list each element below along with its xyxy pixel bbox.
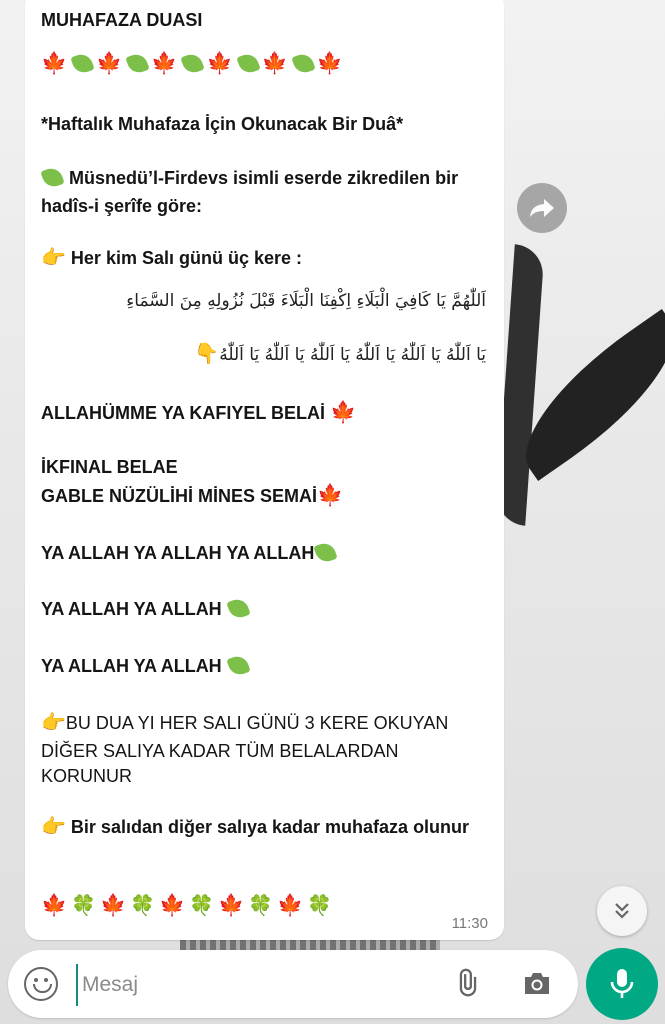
instruction-line (41, 247, 488, 269)
camera-icon[interactable] (520, 967, 554, 1001)
leaf-icon (181, 51, 205, 75)
translit-text: ALLAHÜMME YA KAFIYEL BELAİ (41, 403, 326, 423)
emoji-row-bottom (41, 895, 488, 917)
maple-leaf-icon: 🍁 (261, 52, 288, 75)
translit-text: GABLE NÜZÜLİHİ MİNES SEMAİ (41, 486, 318, 506)
clover-icon: 🍀 (248, 895, 274, 917)
message-time: 11:30 (451, 915, 488, 932)
leaf-icon (226, 653, 250, 677)
leaf-icon (226, 596, 250, 620)
emoji-icon[interactable] (24, 967, 58, 1001)
forward-button[interactable] (517, 183, 567, 233)
clover-icon: 🍀 (307, 895, 333, 917)
translit-text: YA ALLAH YA ALLAH YA ALLAH (41, 543, 315, 563)
intro-text: Müsnedü’l-Firdevs isimli eserde zikredilen bir (69, 168, 459, 188)
translit-text: YA ALLAH YA ALLAH (41, 656, 222, 676)
message-input-bar (8, 950, 578, 1018)
pointing-hand-icon: 👉 (41, 712, 66, 734)
leaf-icon (70, 51, 94, 75)
leaf-icon (126, 51, 150, 75)
maple-leaf-icon: 🍁 (218, 894, 245, 917)
clover-icon: 🍀 (130, 895, 156, 917)
message-bubble[interactable] (25, 0, 504, 940)
message-title: MUHAFAZA DUASI (41, 10, 203, 30)
maple-leaf-icon: 🍁 (41, 894, 68, 917)
maple-leaf-icon: 🍁 (41, 52, 68, 75)
translit-line-2: İKFINAL BELAE (41, 457, 178, 477)
translit-line-6 (41, 655, 488, 677)
leaf-icon (40, 165, 64, 189)
maple-leaf-icon: 🍁 (151, 52, 178, 75)
leaf-icon (236, 51, 260, 75)
translit-line-1 (41, 402, 488, 424)
leaf-icon (314, 540, 338, 564)
translit-line-3 (41, 485, 488, 507)
translit-line-4 (41, 542, 488, 564)
message-input[interactable] (76, 964, 444, 1006)
translit-text: YA ALLAH YA ALLAH (41, 599, 222, 619)
maple-leaf-icon: 🍁 (96, 52, 123, 75)
maple-leaf-icon: 🍁 (317, 484, 344, 507)
microphone-icon (608, 967, 636, 1001)
paperclip-icon[interactable] (444, 960, 492, 1008)
clover-icon: 🍀 (189, 895, 215, 917)
scroll-down-button[interactable] (597, 886, 647, 936)
maple-leaf-icon: 🍁 (159, 894, 186, 917)
translit-line-5 (41, 598, 488, 620)
intro-line-2: hadîs-i şerîfe göre: (41, 196, 203, 216)
emoji-row (41, 53, 488, 75)
maple-leaf-icon: 🍁 (316, 52, 343, 75)
forward-arrow-icon (529, 197, 555, 219)
microphone-button[interactable] (586, 948, 658, 1020)
maple-leaf-icon: 🍁 (100, 894, 127, 917)
arabic-text: يَا اَللّٰهُ يَا اَللّٰهُ يَا اَللّٰهُ يَا اَللّٰهُ يَا اَللّٰهُ يَا اَللّٰهُ (219, 345, 486, 365)
arabic-line-1: اَللّٰهُمَّ يَا كَافِيَ الْبَلَاءِ اِكْفِنَا الْبَلَاءَ قَبْلَ نُزُولِهِ مِنَ السَّمَاءِ (126, 291, 486, 311)
note-text: BU DUA YI HER SALI GÜNÜ 3 KERE OKUYAN (65, 713, 449, 733)
leaf-icon (291, 51, 315, 75)
pointing-hand-icon: 👉 (41, 816, 66, 838)
note-line-2: DİĞER SALIYA KADAR TÜM BELALARDAN (41, 741, 399, 761)
note-line-1 (41, 712, 488, 734)
clover-icon: 🍀 (71, 895, 97, 917)
maple-leaf-icon: 🍁 (277, 894, 304, 917)
arabic-line-2 (194, 342, 486, 366)
closing-line (41, 816, 488, 838)
pointing-down-icon: 👇 (194, 341, 220, 365)
pointing-hand-icon: 👉 (41, 247, 66, 269)
intro-line (41, 167, 488, 189)
maple-leaf-icon: 🍁 (330, 401, 357, 424)
closing-text: Bir salıdan diğer salıya kadar muhafaza olunur (70, 817, 470, 837)
instruction-text: Her kim Salı günü üç kere : (70, 248, 302, 268)
double-chevron-down-icon (612, 901, 632, 921)
maple-leaf-icon: 🍁 (206, 52, 233, 75)
note-line-3: KORUNUR (41, 766, 133, 786)
message-subtitle: *Haftalık Muhafaza İçin Okunacak Bir Duâ* (41, 114, 404, 134)
